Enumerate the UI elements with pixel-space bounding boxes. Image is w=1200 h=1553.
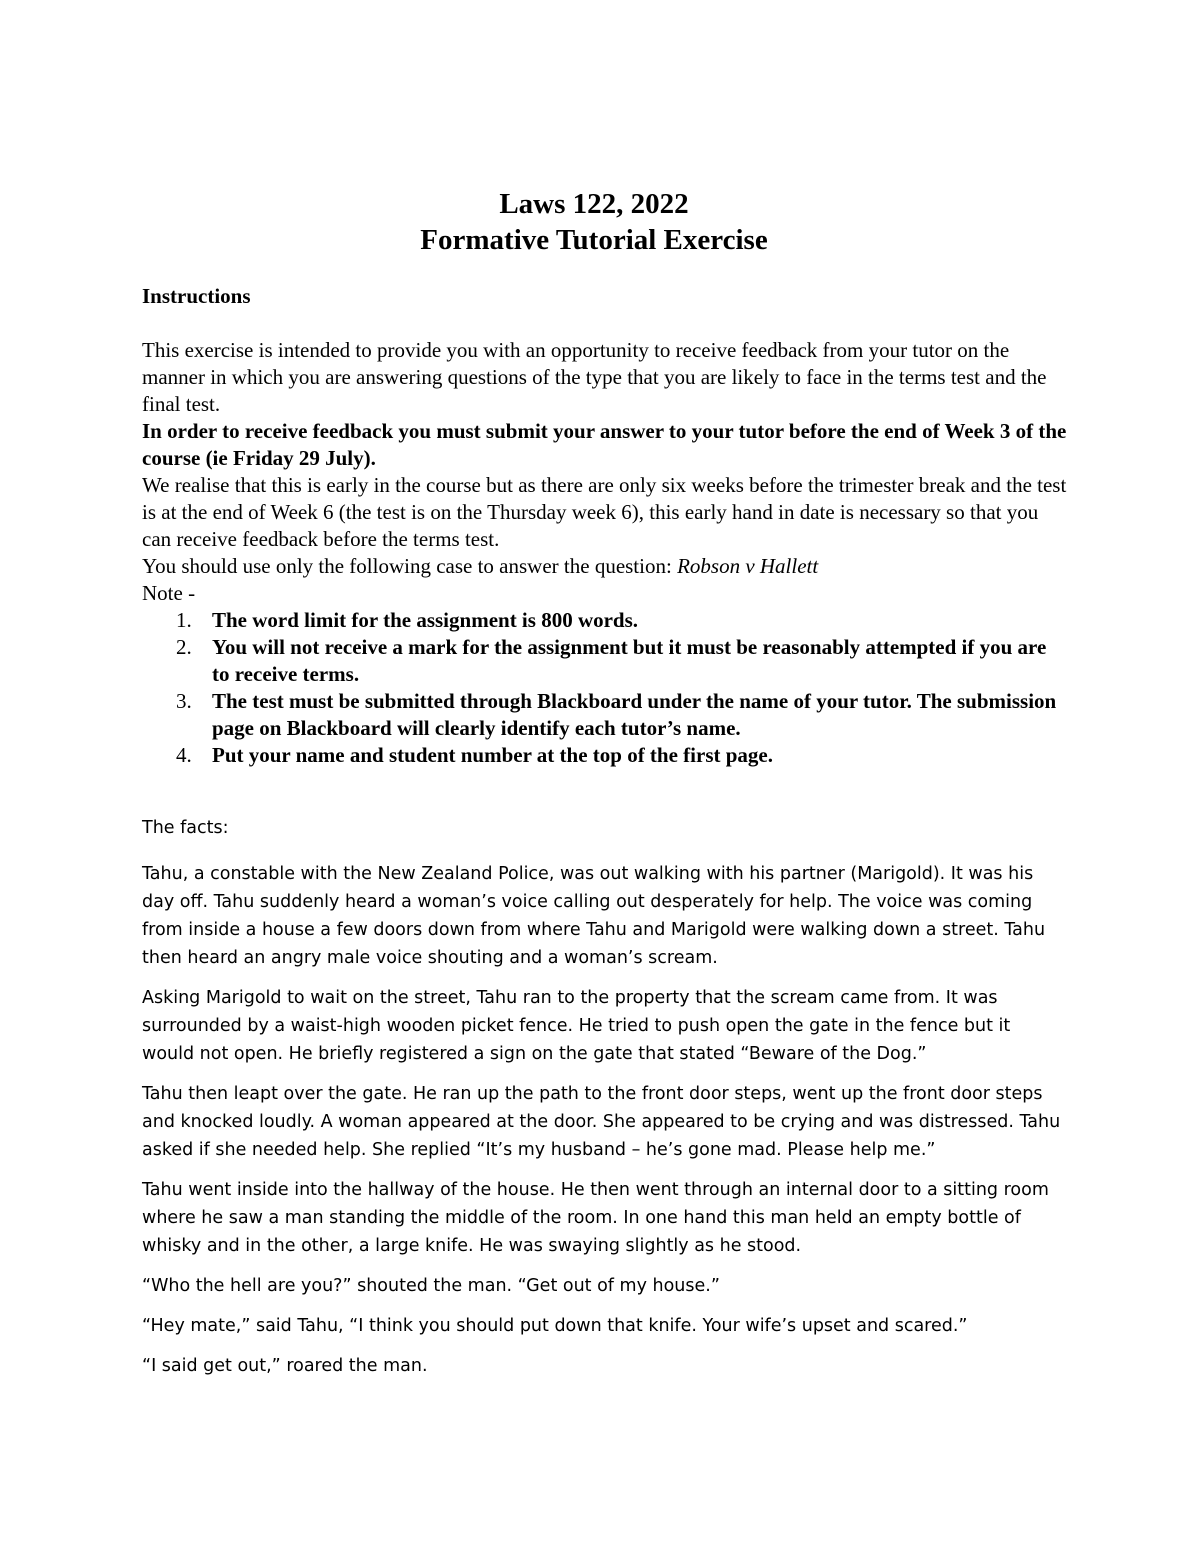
facts-section	[142, 814, 1067, 1392]
notes-list	[142, 607, 1067, 769]
instructions-heading: Instructions	[142, 284, 251, 308]
facts-heading: The facts:	[142, 818, 229, 838]
title-line-course: Laws 122, 2022	[499, 188, 689, 220]
note-number: 3.	[176, 689, 192, 713]
note-text: The test must be submitted through Blackboard under the name of your tutor. The submission page on Blackboard will clearly identify each tutor’s name.	[212, 689, 1057, 740]
fact-paragraph: “Who the hell are you?” shouted the man. “Get out of my house.”	[142, 1276, 720, 1296]
note-item	[142, 607, 1067, 634]
note-number: 4.	[176, 743, 192, 767]
note-item	[142, 634, 1067, 688]
intro-paragraph: This exercise is intended to provide you with an opportunity to receive feedback from your tutor on the manner in which you are answering questions of the type that you are likely to face in the terms test and the final test.	[142, 338, 1047, 416]
note-item	[142, 742, 1067, 769]
fact-paragraph: Tahu, a constable with the New Zealand Police, was out walking with his partner (Marigold). It was his day off. Tahu suddenly heard a woman’s voice calling out desperately for help. The voice was coming from inside a house a few doors down from where Tahu and Marigold were walking down a street. Tahu then heard an angry male voice shouting and a woman’s scream.	[142, 864, 1046, 968]
note-label: Note -	[142, 581, 196, 605]
note-item	[142, 688, 1067, 742]
case-name: Robson v Hallett	[677, 554, 819, 578]
title-line-exercise: Formative Tutorial Exercise	[420, 224, 768, 256]
note-number: 2.	[176, 635, 192, 659]
fact-paragraph: Tahu went inside into the hallway of the house. He then went through an internal door to a sitting room where he saw a man standing the middle of the room. In one hand this man held an empty bottle of whisky and in the other, a large knife. He was swaying slightly as he stood.	[142, 1180, 1049, 1256]
deadline-paragraph: In order to receive feedback you must submit your answer to your tutor before the end of Week 3 of the course (ie Friday 29 July).	[142, 419, 1067, 470]
instructions-section	[142, 283, 1067, 769]
fact-paragraph: “I said get out,” roared the man.	[142, 1356, 428, 1376]
document-title	[0, 186, 1188, 258]
note-text: The word limit for the assignment is 800 words.	[212, 608, 639, 632]
fact-paragraph: “Hey mate,” said Tahu, “I think you should put down that knife. Your wife’s upset and scared.”	[142, 1316, 968, 1336]
case-instruction-text: You should use only the following case to answer the question:	[142, 554, 678, 578]
note-number: 1.	[176, 608, 192, 632]
fact-paragraph: Asking Marigold to wait on the street, Tahu ran to the property that the scream came from. It was surrounded by a waist-high wooden picket fence. He tried to push open the gate in the fence but it would not open. He briefly registered a sign on the gate that stated “Beware of the Dog.”	[142, 988, 1011, 1064]
fact-paragraph: Tahu then leapt over the gate. He ran up the path to the front door steps, went up the front door steps and knocked loudly. A woman appeared at the door. She appeared to be crying and was distressed. Tahu asked if she needed help. She replied “It’s my husband – he’s gone mad. Please help me.”	[142, 1084, 1061, 1160]
case-instruction-paragraph	[142, 553, 1067, 580]
note-text: Put your name and student number at the top of the first page.	[212, 743, 773, 767]
early-note-paragraph: We realise that this is early in the course but as there are only six weeks before the trimester break and the test is at the end of Week 6 (the test is on the Thursday week 6), this early hand in date is necessary so that you can receive feedback before the terms test.	[142, 473, 1067, 551]
note-text: You will not receive a mark for the assignment but it must be reasonably attempted if you are to receive terms.	[212, 635, 1047, 686]
